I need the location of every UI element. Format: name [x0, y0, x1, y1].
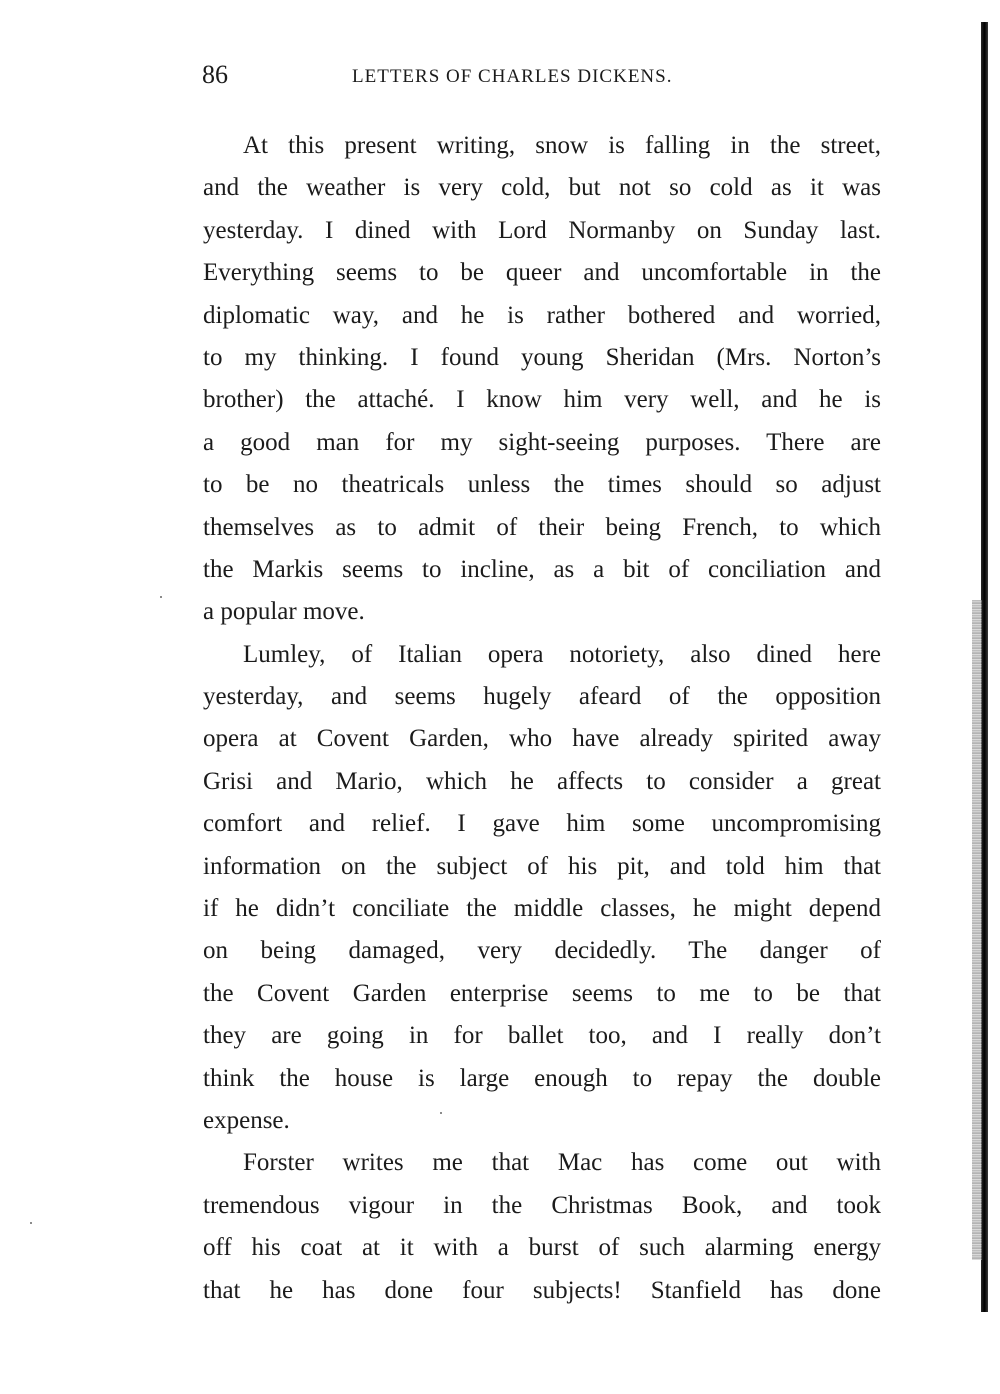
- text-line: think the house is large enough to repay the double: [203, 1064, 881, 1092]
- paragraph-1: [203, 125, 881, 634]
- text-line: to my thinking. I found young Sheridan (Mrs. Norton’s: [203, 343, 881, 371]
- text-line: if he didn’t conciliate the middle classes, he might depend: [203, 895, 881, 923]
- text-line: Lumley, of Italian opera notoriety, also dined here: [243, 640, 881, 668]
- text-line: the Markis seems to incline, as a bit of conciliation and: [203, 555, 881, 583]
- text-line: a good man for my sight-seeing purposes. There are: [203, 428, 881, 456]
- text-line: expense.: [203, 1106, 290, 1134]
- text-line: that he has done four subjects! Stanfield has done: [203, 1276, 881, 1304]
- text-line: Forster writes me that Mac has come out with: [243, 1149, 881, 1177]
- text-line: information on the subject of his pit, and told him that: [203, 852, 881, 880]
- text-line: At this present writing, snow is falling in the street,: [243, 132, 881, 159]
- page-header: [202, 60, 882, 100]
- text-line: yesterday. I dined with Lord Normanby on Sunday last.: [203, 216, 881, 244]
- text-line: tremendous vigour in the Christmas Book, and took: [203, 1191, 881, 1219]
- text-line: themselves as to admit of their being French, to which: [203, 513, 881, 541]
- text-line: and the weather is very cold, but not so cold as it was: [203, 174, 881, 202]
- text-line: opera at Covent Garden, who have already spirited away: [203, 725, 881, 753]
- text-line: a popular move.: [203, 598, 365, 626]
- text-line: off his coat at it with a burst of such alarming energy: [203, 1234, 881, 1262]
- text-line: on being damaged, very decidedly. The danger of: [203, 937, 881, 965]
- text-line: yesterday, and seems hugely afeard of the opposition: [203, 683, 881, 711]
- text-line: the Covent Garden enterprise seems to me to be that: [203, 979, 881, 1007]
- scan-speck: [440, 1112, 442, 1114]
- page-number: 86: [202, 60, 228, 89]
- text-line: diplomatic way, and he is rather bothered and worried,: [203, 301, 881, 329]
- text-line: they are going in for ballet too, and I really don’t: [203, 1022, 881, 1050]
- binding-edge: [981, 22, 988, 1312]
- text-line: comfort and relief. I gave him some uncompromising: [203, 810, 881, 838]
- paragraph-3: [203, 1142, 881, 1312]
- running-head: LETTERS OF CHARLES DICKENS.: [352, 66, 673, 87]
- scan-speck: [160, 596, 162, 598]
- body-text: [203, 125, 881, 1312]
- text-line: Grisi and Mario, which he affects to consider a great: [203, 767, 881, 795]
- text-line: Everything seems to be queer and uncomfortable in the: [203, 259, 881, 287]
- scan-speck: [30, 1222, 32, 1224]
- text-line: brother) the attaché. I know him very well, and he is: [203, 386, 881, 414]
- text-line: to be no theatricals unless the times should so adjust: [203, 471, 881, 499]
- paragraph-2: [203, 634, 881, 1143]
- binding-texture: [972, 600, 982, 1260]
